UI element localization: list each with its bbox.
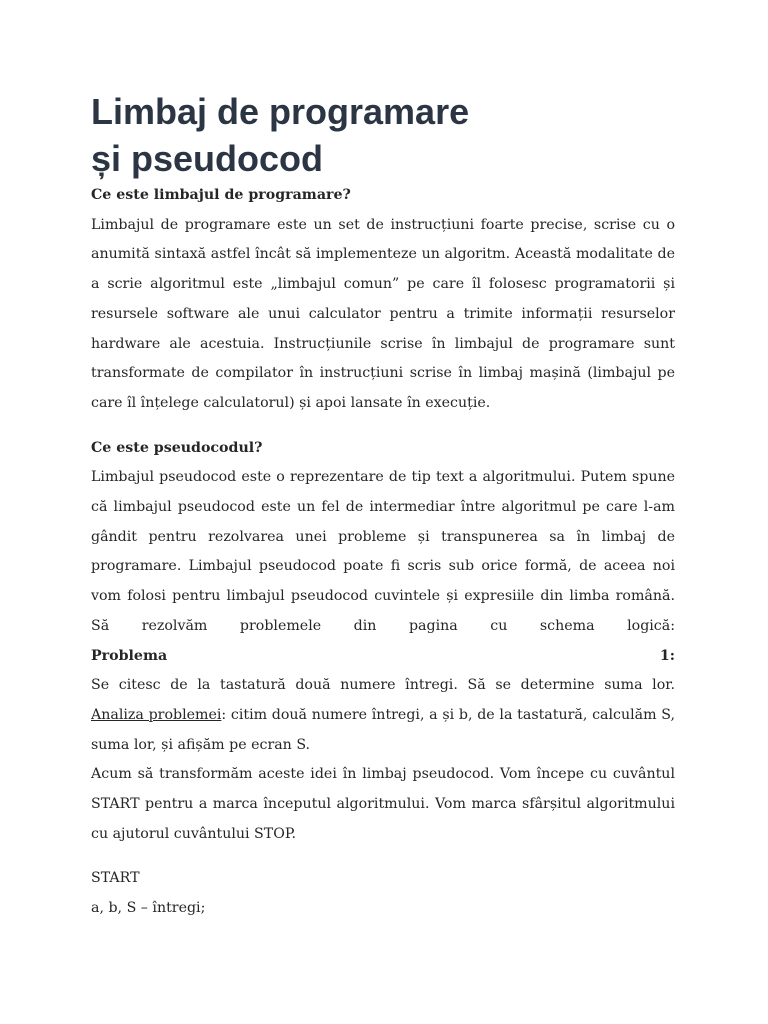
title-line-1: Limbaj de programare <box>91 91 470 132</box>
paragraph-spacer <box>91 849 675 864</box>
page-title <box>91 88 469 182</box>
title-line-2: și pseudocod <box>91 138 324 179</box>
problem-label: Problema 1: <box>91 647 675 664</box>
paragraph-pseudocode: Limbajul pseudocod este o reprezentare de tip text a algoritmului. Putem spune că limbajul pseudocod este un fel de intermediar între algoritmul pe care l-am gândit pentru rezolvarea unei probleme și transpunerea sa în limbaj de programare. Limbajul pseudocod poate fi scris sub orice formă, de aceea noi vom folosi pentru limbajul pseudocod cuvintele și expresiile din limba română. <box>91 469 675 605</box>
document-body <box>91 181 675 924</box>
paragraph-transform: Acum să transformăm aceste idei în limbaj pseudocod. Vom începe cu cuvântul START pentru a marca începutul algoritmului. Vom marca sfârșitul algoritmului cu ajutorul cuvântului STOP. <box>91 766 675 842</box>
problem-statement: Se citesc de la tastatură două numere întregi. Să se determine suma lor. <box>91 677 675 694</box>
section-heading-programming-language: Ce este limbajul de programare? <box>91 187 351 203</box>
code-line-start: START <box>91 870 140 887</box>
schema-line: Să rezolvăm problemele din pagina cu schema logică: <box>91 617 675 634</box>
analysis-text: : citim două numere întregi, a și b, de la tastatură, calculăm S, suma lor, și afișăm pe ecran S. <box>91 706 675 753</box>
paragraph-spacer <box>91 419 675 434</box>
code-line-declaration: a, b, S – întregi; <box>91 900 206 917</box>
analysis-label: Analiza problemei <box>91 706 222 723</box>
paragraph-programming-language: Limbajul de programare este un set de instrucțiuni foarte precise, scrise cu o anumită sintaxă astfel încât să implementeze un algoritm. Această modalitate de a scrie algoritmul este „limbajul comun” pe care îl folosesc programatorii și resursele software ale unui calculator pentru a trimite informații resurselor hardware ale acestuia. Instrucțiunile scrise în limbajul de programare sunt transformate de compilator în instrucțiuni scrise în limbaj mașină (limbajul pe care îl înțelege calculatorul) și apoi lansate în execuție. <box>91 216 675 411</box>
problem-analysis <box>91 701 675 760</box>
section-heading-pseudocode: Ce este pseudocodul? <box>91 439 263 456</box>
